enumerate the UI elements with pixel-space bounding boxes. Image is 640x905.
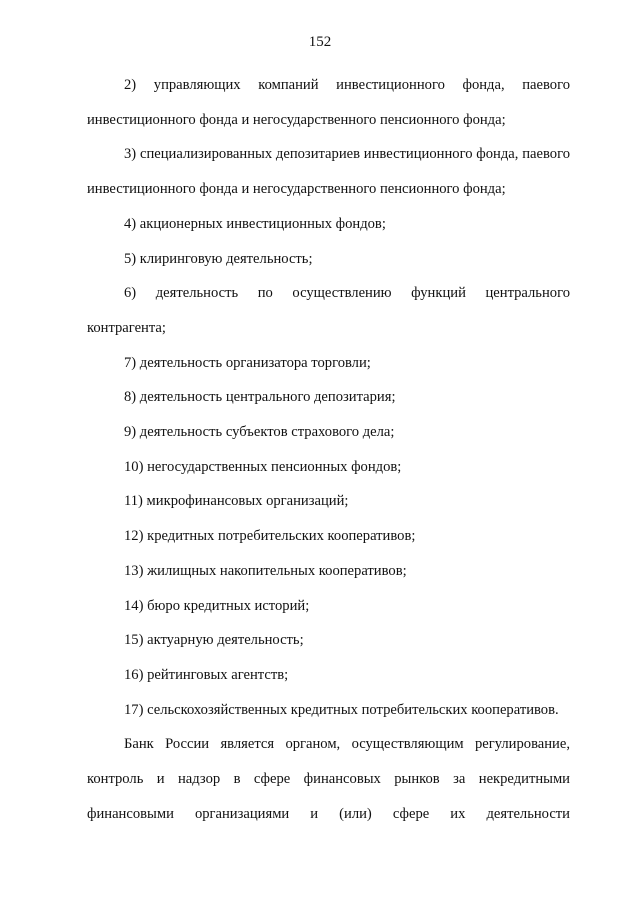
list-item-11: 11) микрофинансовых организаций;	[124, 493, 349, 510]
list-item-5: 5) клиринговую деятельность;	[124, 250, 313, 267]
list-item-7: 7) деятельность организатора торговли;	[124, 354, 371, 371]
page-number: 152	[308, 34, 332, 50]
list-item-9: 9) деятельность субъектов страхового дела;	[124, 424, 395, 441]
list-item-8: 8) деятельность центрального депозитария;	[124, 389, 396, 406]
document-body	[87, 68, 570, 831]
closing-paragraph: Банк России является органом, осуществляющим регулирование, контроль и надзор в сфере финансовых рынков за некредитными финансовыми организациями и (или) сфере их деятельности	[87, 736, 570, 822]
list-item-14: 14) бюро кредитных историй;	[124, 597, 310, 614]
list-item-3: 3) специализированных депозитариев инвестиционного фонда, паевого инвестиционного фонда и негосударственного пенсионного фонда;	[87, 146, 570, 198]
list-item-17: 17) сельскохозяйственных кредитных потребительских кооперативов.	[124, 701, 559, 718]
list-item-2: 2) управляющих компаний инвестиционного фонда, паевого инвестиционного фонда и негосударственного пенсионного фонда;	[87, 77, 570, 128]
list-item-4: 4) акционерных инвестиционных фондов;	[124, 215, 386, 232]
list-item-13: 13) жилищных накопительных кооперативов;	[124, 562, 407, 579]
list-item-15: 15) актуарную деятельность;	[124, 632, 304, 649]
list-item-12: 12) кредитных потребительских кооперативов;	[124, 528, 416, 545]
list-item-6: 6) деятельность по осуществлению функций центрального контрагента;	[87, 285, 570, 336]
list-item-16: 16) рейтинговых агентств;	[124, 666, 289, 683]
list-item-10: 10) негосударственных пенсионных фондов;	[124, 458, 402, 475]
